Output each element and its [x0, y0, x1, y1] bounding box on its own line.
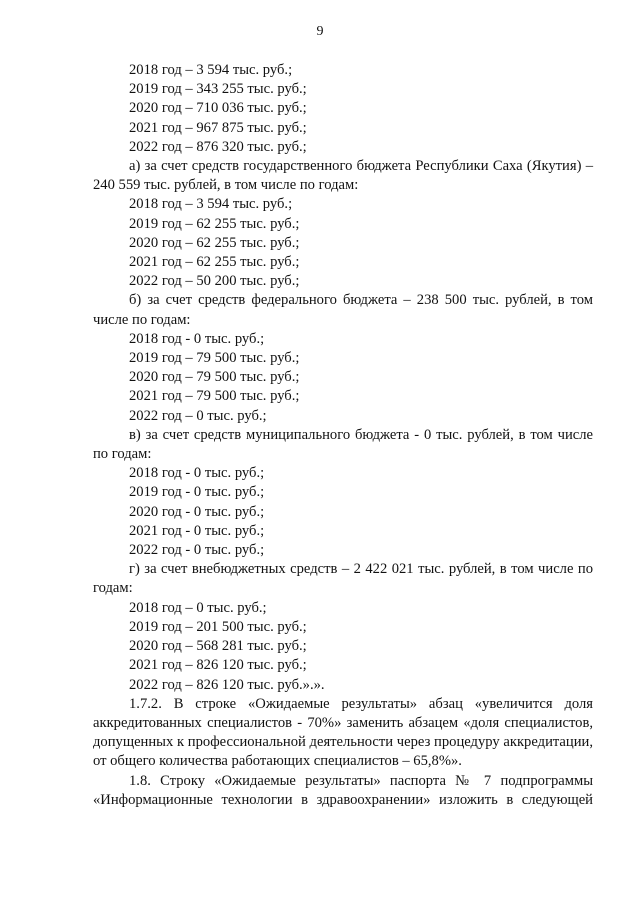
section-v-paragraph: в) за счет средств муниципального бюджета - 0 тыс. рублей, в том числе по годам:: [93, 426, 593, 463]
section-b-paragraph: б) за счет средств федерального бюджета – 238 500 тыс. рублей, в том числе по годам:: [93, 292, 593, 328]
document-body: [93, 61, 593, 810]
total-year-2020: 2020 год – 710 036 тыс. руб.;: [129, 100, 307, 117]
section-v-year-2018: 2018 год - 0 тыс. руб.;: [129, 465, 265, 482]
item-1-8-paragraph: 1.8. Строку «Ожидаемые результаты» паспорта № 7 подпрограммы «Информационные технологии в здравоохранении» изложить в следующей: [93, 772, 593, 808]
section-v-year-2019: 2019 год - 0 тыс. руб.;: [129, 484, 265, 501]
section-a-year-2020: 2020 год – 62 255 тыс. руб.;: [129, 234, 300, 251]
section-v-year-2021: 2021 год - 0 тыс. руб.;: [129, 522, 265, 539]
section-g-year-2019: 2019 год – 201 500 тыс. руб.;: [129, 618, 307, 635]
section-g-year-2022: 2022 год – 826 120 тыс. руб.».».: [129, 676, 325, 693]
section-b-year-2022: 2022 год – 0 тыс. руб.;: [129, 407, 267, 424]
total-year-2018: 2018 год – 3 594 тыс. руб.;: [129, 62, 293, 78]
total-year-2019: 2019 год – 343 255 тыс. руб.;: [129, 81, 307, 98]
total-year-2021: 2021 год – 967 875 тыс. руб.;: [129, 119, 307, 136]
section-v-year-2020: 2020 год - 0 тыс. руб.;: [129, 503, 265, 520]
section-g-year-2020: 2020 год – 568 281 тыс. руб.;: [129, 638, 307, 655]
section-b-year-2019: 2019 год – 79 500 тыс. руб.;: [129, 350, 300, 367]
section-g-year-2018: 2018 год – 0 тыс. руб.;: [129, 599, 267, 616]
section-a-year-2022: 2022 год – 50 200 тыс. руб.;: [129, 273, 300, 290]
item-1-7-2-paragraph: 1.7.2. В строке «Ожидаемые результаты» абзац «увеличится доля аккредитованных специалистов - 70%» заменить абзацем «доля специалистов, допущенных к профессиональной деятельности через процедуру аккредитации, от общего количества работающих специалистов – 65,8%».: [93, 695, 593, 770]
section-v-year-2022: 2022 год - 0 тыс. руб.;: [129, 542, 265, 559]
page-number: 9: [316, 24, 324, 39]
section-a-year-2019: 2019 год – 62 255 тыс. руб.;: [129, 215, 300, 232]
section-a-year-2018: 2018 год – 3 594 тыс. руб.;: [129, 196, 293, 213]
section-b-year-2018: 2018 год - 0 тыс. руб.;: [129, 330, 265, 347]
section-b-year-2021: 2021 год – 79 500 тыс. руб.;: [129, 388, 300, 405]
section-b-year-2020: 2020 год – 79 500 тыс. руб.;: [129, 369, 300, 386]
total-year-2022: 2022 год – 876 320 тыс. руб.;: [129, 138, 307, 155]
section-g-paragraph: г) за счет внебюджетных средств – 2 422 021 тыс. рублей, в том числе по годам:: [93, 561, 593, 597]
section-g-year-2021: 2021 год – 826 120 тыс. руб.;: [129, 657, 307, 674]
section-a-paragraph: а) за счет средств государственного бюджета Республики Саха (Якутия) – 240 559 тыс. рублей, в том числе по годам:: [93, 158, 593, 194]
section-a-year-2021: 2021 год – 62 255 тыс. руб.;: [129, 254, 300, 271]
